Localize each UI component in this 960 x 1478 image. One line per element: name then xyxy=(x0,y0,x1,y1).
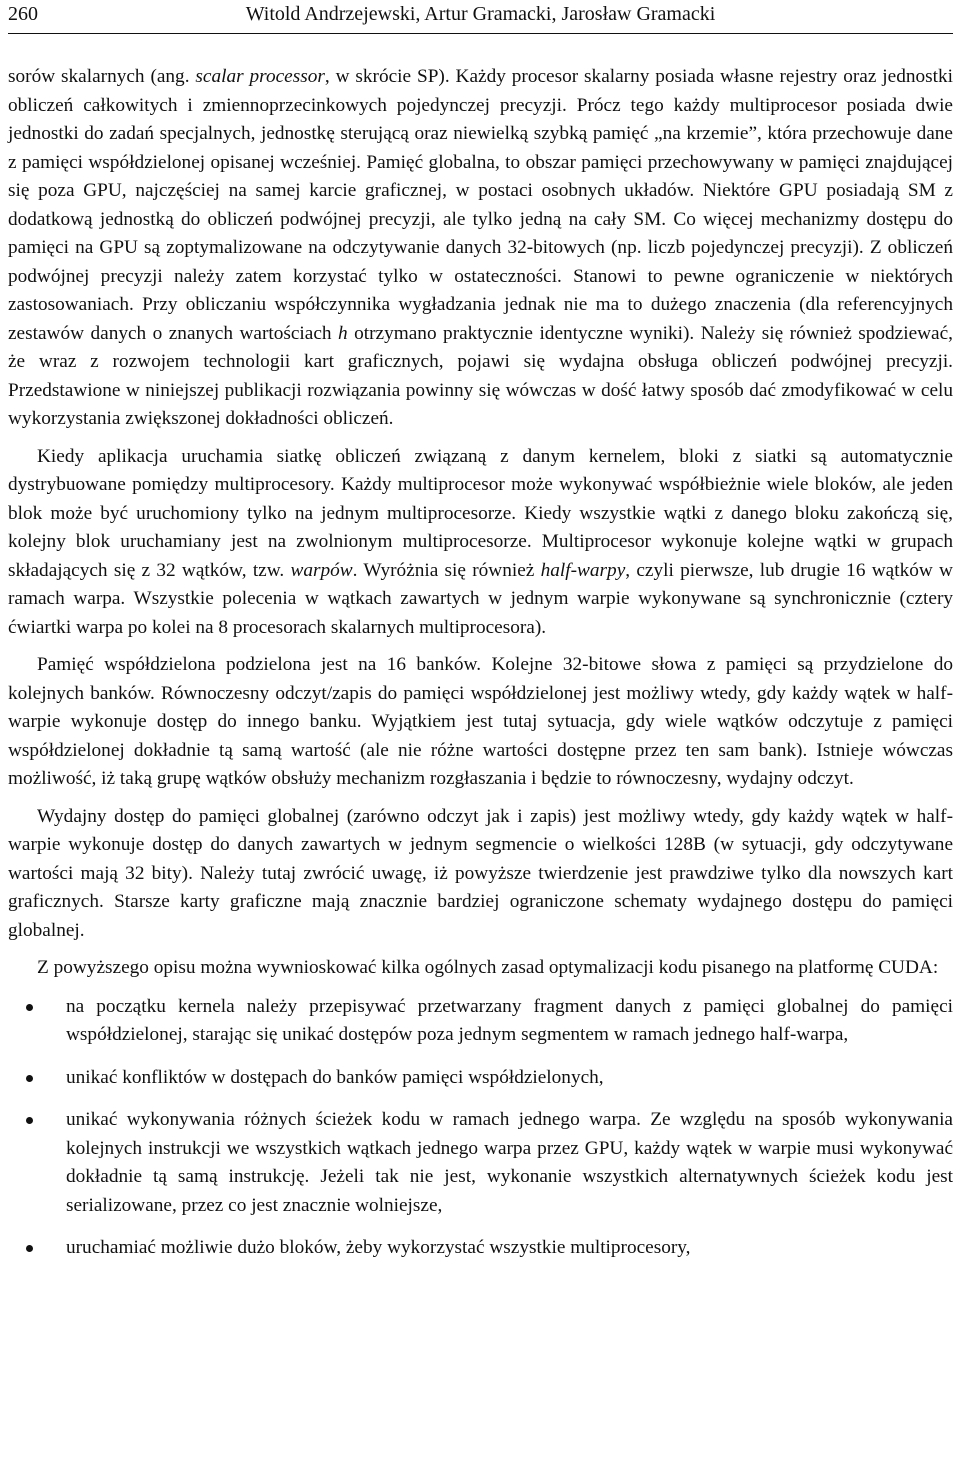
text-run: Z powyższego opisu można wywnioskować kilka ogólnych zasad optymalizacji kodu pisanego na platformę CUDA: xyxy=(37,957,939,978)
list-item-text: na początku kernela należy przepisywać przetwarzany fragment danych z pamięci globalnej do pamięci współdzielonej, starając się unikać dostępów poza jednym segmentem w ramach jednego half-warpa, xyxy=(66,995,953,1045)
list-item xyxy=(8,1234,953,1263)
italic-term: half-warpy xyxy=(540,559,626,581)
header-rule xyxy=(8,33,953,34)
text-run: Wydajny dostęp do pamięci globalnej (zarówno odczyt jak i zapis) jest możliwy wtedy, gdy każdy wątek w half-warpie wykonuje dostęp do danych zawartych w jednym segmencie o wielkości 128B (w sytuacji, gdy odczytywane wartości mają 32 bity). Należy tutaj zwrócić uwagę, iż powyższe twierdzenie jest prawdziwe tylko dla nowszych kart graficznych. Starsze karty graficzne mają znacznie bardziej ograniczone schematy wydajnego dostępu do pamięci globalnej. xyxy=(8,805,953,941)
list-item xyxy=(8,993,953,1050)
document-page xyxy=(8,0,953,1258)
bullet-icon xyxy=(26,1117,33,1124)
text-run: Pamięć współdzielona podzielona jest na 16 banków. Kolejne 32-bitowe słowa z pamięci są przydzielone do kolejnych banków. Równoczesny odczyt/zapis do pamięci współdzielonej jest możliwy wtedy, gdy każdy wątek w half-warpie wykonuje dostęp do innego banku. Wyjątkiem jest tutaj sytuacja, gdy wiele wątków odczytuje z pamięci współdzielonej dokładnie tą samą wartość (ale nie różne wartości dostępne przez ten sam bank). Istnieje wówczas możliwość, iż taką grupę wątków obsłuży mechanizm rozgłaszania i będzie to równoczesny, wydajny odczyt. xyxy=(8,654,953,789)
body-text xyxy=(8,63,953,1277)
bullet-list xyxy=(8,993,953,1263)
bullet-icon xyxy=(26,1075,33,1082)
text-run: , w skrócie SP). Każdy procesor skalarny posiada własne rejestry oraz jednostki obliczeń całkowitych i zmiennoprzecinkowych pojedynczej precyzji. Prócz tego każdy multiprocesor posiada dwie jednostki do zadań specjalnych, jednostkę sterującą oraz niewielką szybką pamięć „na krzemie”, która przechowuje dane z pamięci współdzielonej opisanej wcześniej. Pamięć globalna, to obszar pamięci przechowywany w pamięci znajdującej się poza GPU, najczęściej na samej karcie graficznej, w postaci osobnych układów. Niektóre GPU posiadają SM z dodatkową jednostką do obliczeń podwójnej precyzji, ale tylko jedną na cały SM. Co więcej mechanizmy dostępu do pamięci na GPU są zoptymalizowane na odczytywanie danych 32-bitowych (np. liczb pojedynczej precyzji). Z obliczeń podwójnej precyzji należy zatem korzystać tylko w ostateczności. Stanowi to pewne ograniczenie w niektórych zastosowaniach. Przy obliczaniu współczynnika wygładzania jednak nie ma to dużego znaczenia (dla referencyjnych zestawów danych o znanych wartościach xyxy=(8,66,953,344)
paragraph xyxy=(8,651,953,794)
list-item-text: uruchamiać możliwie dużo bloków, żeby wykorzystać wszystkie multiprocesory, xyxy=(66,1237,691,1258)
italic-term: scalar processor xyxy=(195,66,325,87)
paragraphs xyxy=(8,63,953,983)
bullet-icon xyxy=(26,1245,33,1252)
bullet-icon xyxy=(26,1004,33,1011)
running-head: Witold Andrzejewski, Artur Gramacki, Jarosław Gramacki xyxy=(245,3,716,25)
text-run: sorów skalarnych (ang. xyxy=(8,66,196,87)
page-number: 260 xyxy=(8,3,38,25)
list-item-text: unikać konfliktów w dostępach do banków pamięci współdzielonych, xyxy=(66,1066,604,1088)
text-run: otrzymano praktycznie identyczne wyniki). Należy się również spodziewać, że wraz z rozwojem technologii kart graficznych, pojawi się wydajna obsługa obliczeń podwójnej precyzji. Przedstawione w niniejszej publikacji rozwiązania powinny się wówczas w dość łatwy sposób dać zmodyfikować w celu wykorzystania zwiększonej dokładności obliczeń. xyxy=(8,322,953,429)
text-run: Kiedy aplikacja uruchamia siatkę obliczeń związaną z danym kernelem, bloki z siatki są automatycznie dystrybuowane pomiędzy multiprocesory. Każdy multiprocesor może wykonywać współbieżnie wiele bloków, ale jeden blok może być uruchomiony tylko na jednym multiprocesorze. Kiedy wszystkie wątki z danego bloku zakończą się, kolejny blok uruchamiany jest na zwolnionym multiprocesorze. Multiprocesor wykonuje kolejne wątki w grupach składających się z 32 wątków, tzw. xyxy=(8,445,953,581)
paragraph xyxy=(8,63,953,434)
text-run: , czyli pierwsze, lub drugie 16 wątków w ramach warpa. Wszystkie polecenia w wątkach zawartych w jednym warpie wykonywane są synchronicznie (cztery ćwiartki warpa po kolei na 8 procesorach skalarnych multiprocesora). xyxy=(8,559,953,638)
list-item xyxy=(8,1106,953,1220)
paragraph xyxy=(8,954,953,983)
list-item-text: unikać wykonywania różnych ścieżek kodu w ramach jednego warpa. Ze względu na sposób wykonywania kolejnych instrukcji we wszystkich wątkach jednego warpa przez GPU, każdy wątek w warpie musi wykonywać dokładnie tą samą instrukcję. Jeżeli tak nie jest, wykonanie wszystkich alternatywnych ścieżek kodu jest serializowane, przez co jest znacznie wolniejsze, xyxy=(66,1109,953,1216)
paragraph xyxy=(8,803,953,946)
text-run: . Wyróżnia się również xyxy=(352,559,541,581)
italic-term: warpów xyxy=(290,559,353,581)
list-item xyxy=(8,1064,953,1093)
italic-term: h xyxy=(338,322,348,344)
paragraph xyxy=(8,443,953,643)
page-header xyxy=(8,0,953,32)
